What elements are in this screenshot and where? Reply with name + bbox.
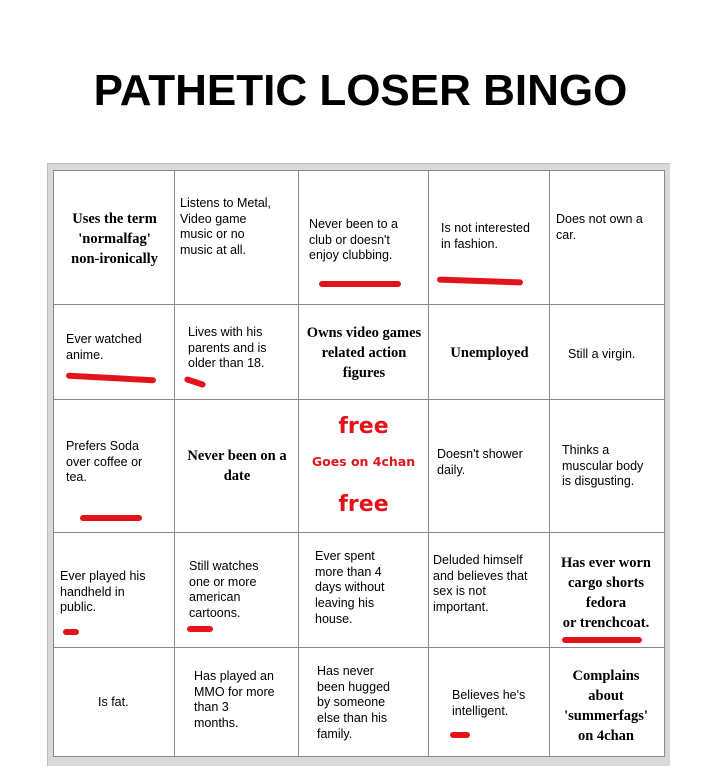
bingo-cell-21[interactable] <box>54 648 175 757</box>
bingo-cell-3[interactable] <box>299 171 429 305</box>
red-mark <box>187 626 213 632</box>
bingo-cell-12[interactable] <box>175 400 299 533</box>
bingo-cell-11[interactable] <box>54 400 175 533</box>
bingo-cell-free[interactable] <box>299 400 429 533</box>
cell-text: Deluded himself and believes that sex is not important. <box>433 553 528 614</box>
cell-text: Doesn't shower daily. <box>437 447 523 477</box>
bingo-cell-1[interactable] <box>54 171 175 305</box>
cell-text: Never been to a club or doesn't enjoy clubbing. <box>309 217 398 263</box>
red-mark <box>184 376 207 389</box>
cell-text: Is not interested in fashion. <box>441 221 530 251</box>
cell-text: Ever played his handheld in public. <box>60 569 146 615</box>
bingo-cell-25[interactable] <box>550 648 665 757</box>
bingo-cell-4[interactable] <box>429 171 550 305</box>
bingo-cell-5[interactable] <box>550 171 665 305</box>
free-label-bottom: free <box>338 492 389 517</box>
bingo-cell-8[interactable] <box>299 305 429 400</box>
bingo-cell-9[interactable] <box>429 305 550 400</box>
cell-text: Unemployed <box>450 345 529 361</box>
cell-text: Lives with his parents and is older than 18. <box>188 325 267 371</box>
bingo-cell-16[interactable] <box>54 533 175 648</box>
bingo-cell-19[interactable] <box>429 533 550 648</box>
cell-text: Uses the term 'normalfag' non-ironically <box>71 211 158 267</box>
cell-text: Ever watched anime. <box>66 332 142 362</box>
page-title: PATHETIC LOSER BINGO <box>93 66 628 115</box>
cell-text: Thinks a muscular body is disgusting. <box>562 443 644 489</box>
red-mark <box>562 637 642 643</box>
cell-text: Has never been hugged by someone else than his family. <box>317 664 390 741</box>
bingo-cell-24[interactable] <box>429 648 550 757</box>
bingo-cell-15[interactable] <box>550 400 665 533</box>
bingo-cell-14[interactable] <box>429 400 550 533</box>
bingo-cell-6[interactable] <box>54 305 175 400</box>
cell-text: Is fat. <box>98 695 129 709</box>
red-mark <box>437 277 523 286</box>
cell-text: Prefers Soda over coffee or tea. <box>66 439 143 485</box>
bingo-grid <box>53 170 665 757</box>
cell-text: Complains about 'summerfags' on 4chan <box>564 668 648 744</box>
bingo-cell-22[interactable] <box>175 648 299 757</box>
bingo-cell-10[interactable] <box>550 305 665 400</box>
bingo-cell-7[interactable] <box>175 305 299 400</box>
bingo-cell-18[interactable] <box>299 533 429 648</box>
bingo-cell-20[interactable] <box>550 533 665 648</box>
cell-text: Listens to Metal, Video game music or no music at all. <box>180 196 272 257</box>
cell-text: Never been on a date <box>187 448 287 484</box>
free-label-middle: Goes on 4chan <box>311 454 416 469</box>
red-mark <box>450 732 470 738</box>
red-mark <box>66 373 156 384</box>
free-label-top: free <box>338 414 389 439</box>
cell-text: Owns video games related action figures <box>306 325 422 381</box>
bingo-cell-2[interactable] <box>175 171 299 305</box>
cell-text: Ever spent more than 4 days without leaving his house. <box>315 549 385 626</box>
cell-text: Has played an MMO for more than 3 months. <box>194 669 275 730</box>
cell-text: Still watches one or more american cartoons. <box>189 559 259 620</box>
cell-text: Believes he's intelligent. <box>452 688 526 718</box>
cell-text: Still a virgin. <box>568 347 636 361</box>
red-mark <box>319 281 401 287</box>
red-mark <box>63 629 79 635</box>
bingo-cell-17[interactable] <box>175 533 299 648</box>
bingo-board <box>47 163 670 766</box>
cell-text: Has ever worn cargo shorts fedora or trenchcoat. <box>561 555 651 631</box>
bingo-cell-23[interactable] <box>299 648 429 757</box>
red-mark <box>80 515 142 521</box>
cell-text: Does not own a car. <box>556 212 643 242</box>
